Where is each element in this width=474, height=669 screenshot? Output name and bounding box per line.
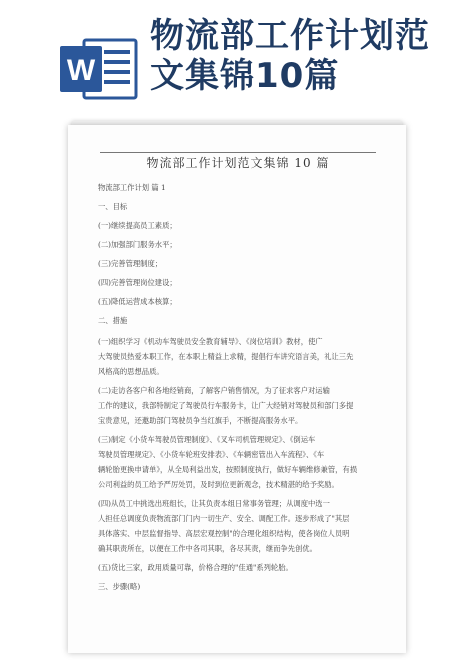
body-line: (二)走访各客户和各地经销商，了解客户销售情况，为了征求客户对运输 [98, 386, 330, 395]
body-line: 大驾驶员热爱本职工作，在本职上精益上求精，提倡行车讲究语言美，礼让三先 [98, 352, 354, 361]
banner-title-line-2: 文集锦10篇 [150, 56, 340, 96]
body-line: (五)货比三家，政用质量可靠，价格合理的"佳通"系列轮胎。 [98, 563, 293, 572]
body-line: (三)完善管理制度； [98, 259, 163, 268]
body-line: (二)加强部门服务水平； [98, 240, 177, 249]
body-line: 宝贵意见，还邀助部门驾驶员争当红旗手，不断提高服务水平。 [98, 416, 303, 425]
svg-text:W: W [66, 54, 96, 87]
document-header-rule [100, 152, 376, 153]
document-subtitle: 物流部工作计划 篇 1 [98, 183, 166, 192]
document-title: 物流部工作计划范文集锦 10 篇 [146, 156, 330, 170]
body-line: 风格高的思想品质。 [98, 367, 164, 376]
body-line: 二、措施 [98, 316, 128, 325]
banner-title-line-1: 物流部工作计划范 [150, 16, 430, 56]
body-line: 驾驶员管理规定》、《小货车轮班安排表》、《车辆密管出入车流程》、《车 [98, 450, 325, 459]
body-line: 具体落实、中层监督指导、高层宏观控制"的合理化组织结构，使各岗位人员明 [98, 529, 350, 538]
body-line: 确其职责所在，以便在工作中各司其职，各尽其责，继而争先创优。 [98, 544, 317, 553]
body-line: (一)继续提高员工素质； [98, 221, 177, 230]
body-line: 三、步骤(略) [98, 582, 141, 591]
body-line: (四)从员工中挑选出班组长，让其负责本组日常事务管理；从调度中选一 [98, 499, 330, 508]
body-line: (一)组织学习《机动车驾驶员安全教育辅导》、《岗位培训》教材，使广 [98, 337, 323, 346]
body-line: 工作的建议，我部特制定了驾驶员行车服务卡，让广大经销对驾驶员和部门多提 [98, 401, 354, 410]
body-line: 一、目标 [98, 202, 128, 211]
body-line: (五)降低运营成本核算； [98, 297, 177, 306]
body-line: 公司利益的员工给予严厉处罚，及时到位更新观念，技术精湛的给予奖励。 [98, 480, 339, 489]
body-line: 人担任总调度负责物流部门门内一切生产、安全、调配工作。逐步形成了"其层 [98, 514, 350, 523]
body-line: (三)制定《小货车驾驶员管理制度》、《叉车司机管理规定》、《倒运车 [98, 435, 316, 444]
body-line: 辆轮胎更换申请单》，从全局利益出发，按照制度执行，做好车辆维修兼管，有损 [98, 465, 358, 474]
banner-title [150, 16, 470, 96]
body-line: (四)完善管理岗位建设； [98, 278, 177, 287]
header-banner [0, 0, 474, 115]
word-document-icon [60, 38, 138, 100]
document-body [98, 180, 380, 594]
